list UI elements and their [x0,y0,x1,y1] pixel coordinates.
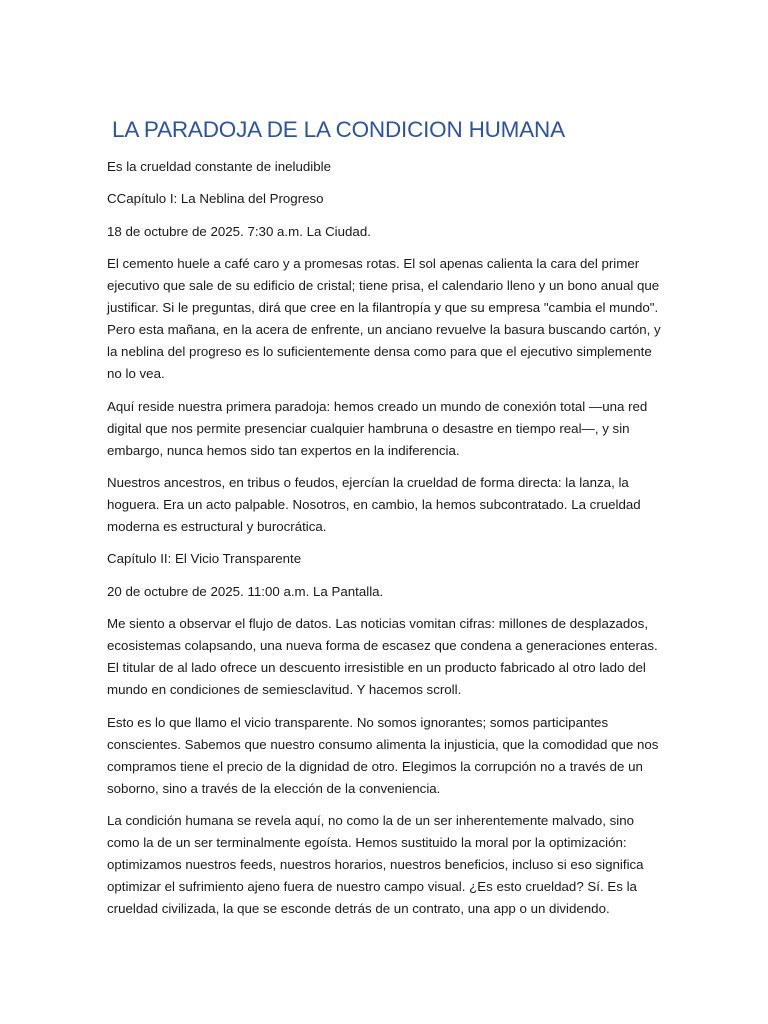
paragraph-1: El cemento huele a café caro y a promesas rotas. El sol apenas calienta la cara del primer ejecutivo que sale de su edificio de cristal; tiene prisa, el calendario lleno y un bono anual que justificar. Si le preguntas, dirá que cree en la filantropía y que su empresa "cambia el mundo". Pero esta mañana, en la acera de enfrente, un anciano revuelve la basura buscando cartón, y la neblina del progreso es lo suficientemente densa como para que el ejecutivo simplemente no lo vea. [107,256,661,382]
document-subtitle: Es la crueldad constante de ineludible [107,159,331,174]
chapter-1-heading: CCapítulo I: La Neblina del Progreso [107,191,324,207]
document-body [107,114,663,930]
chapter-2-dateline: 20 de octubre de 2025. 11:00 a.m. La Pantalla. [107,583,384,599]
chapter-2-heading: Capítulo II: El Vicio Transparente [107,551,302,567]
chapter-1-dateline: 18 de octubre de 2025. 7:30 a.m. La Ciudad. [107,223,371,239]
paragraph-4: Me siento a observar el flujo de datos. Las noticias vomitan cifras: millones de desplazados, ecosistemas colapsando, una nueva forma de escasez que condena a generaciones enteras. El titular de al lado ofrece un descuento irresistible en un producto fabricado al otro lado del mundo en condiciones de semiesclavitud. Y hacemos scroll. [107,616,658,698]
paragraph-2: Aquí reside nuestra primera paradoja: hemos creado un mundo de conexión total —una red digital que nos permite presenciar cualquier hambruna o desastre en tiempo real—, y sin embargo, nunca hemos sido tan expertos en la indiferencia. [107,398,648,458]
paragraph-5: Esto es lo que llamo el vicio transparente. No somos ignorantes; somos participantes conscientes. Sabemos que nuestro consumo alimenta la injusticia, que la comodidad que nos compramos tiene el precio de la dignidad de otro. Elegimos la corrupción no a través de un soborno, sino a través de la elección de la conveniencia. [107,714,659,796]
paragraph-3: Nuestros ancestros, en tribus o feudos, ejercían la crueldad de forma directa: la lanza, la hoguera. Era un acto palpable. Nosotros, en cambio, la hemos subcontratado. La crueldad moderna es estructural y burocrática. [107,474,641,534]
paragraph-6: La condición humana se revela aquí, no como la de un ser inherentemente malvado, sino como la de un ser terminalmente egoísta. Hemos sustituido la moral por la optimización: optimizamos nuestros feeds, nuestros horarios, nuestros beneficios, incluso si eso significa optimizar el sufrimiento ajeno fuera de nuestro campo visual. ¿Es esto crueldad? Sí. Es la crueldad civilizada, la que se esconde detrás de un contrato, una app o un dividendo. [107,812,644,916]
document-title: LA PARADOJA DE LA CONDICION HUMANA [112,117,565,142]
